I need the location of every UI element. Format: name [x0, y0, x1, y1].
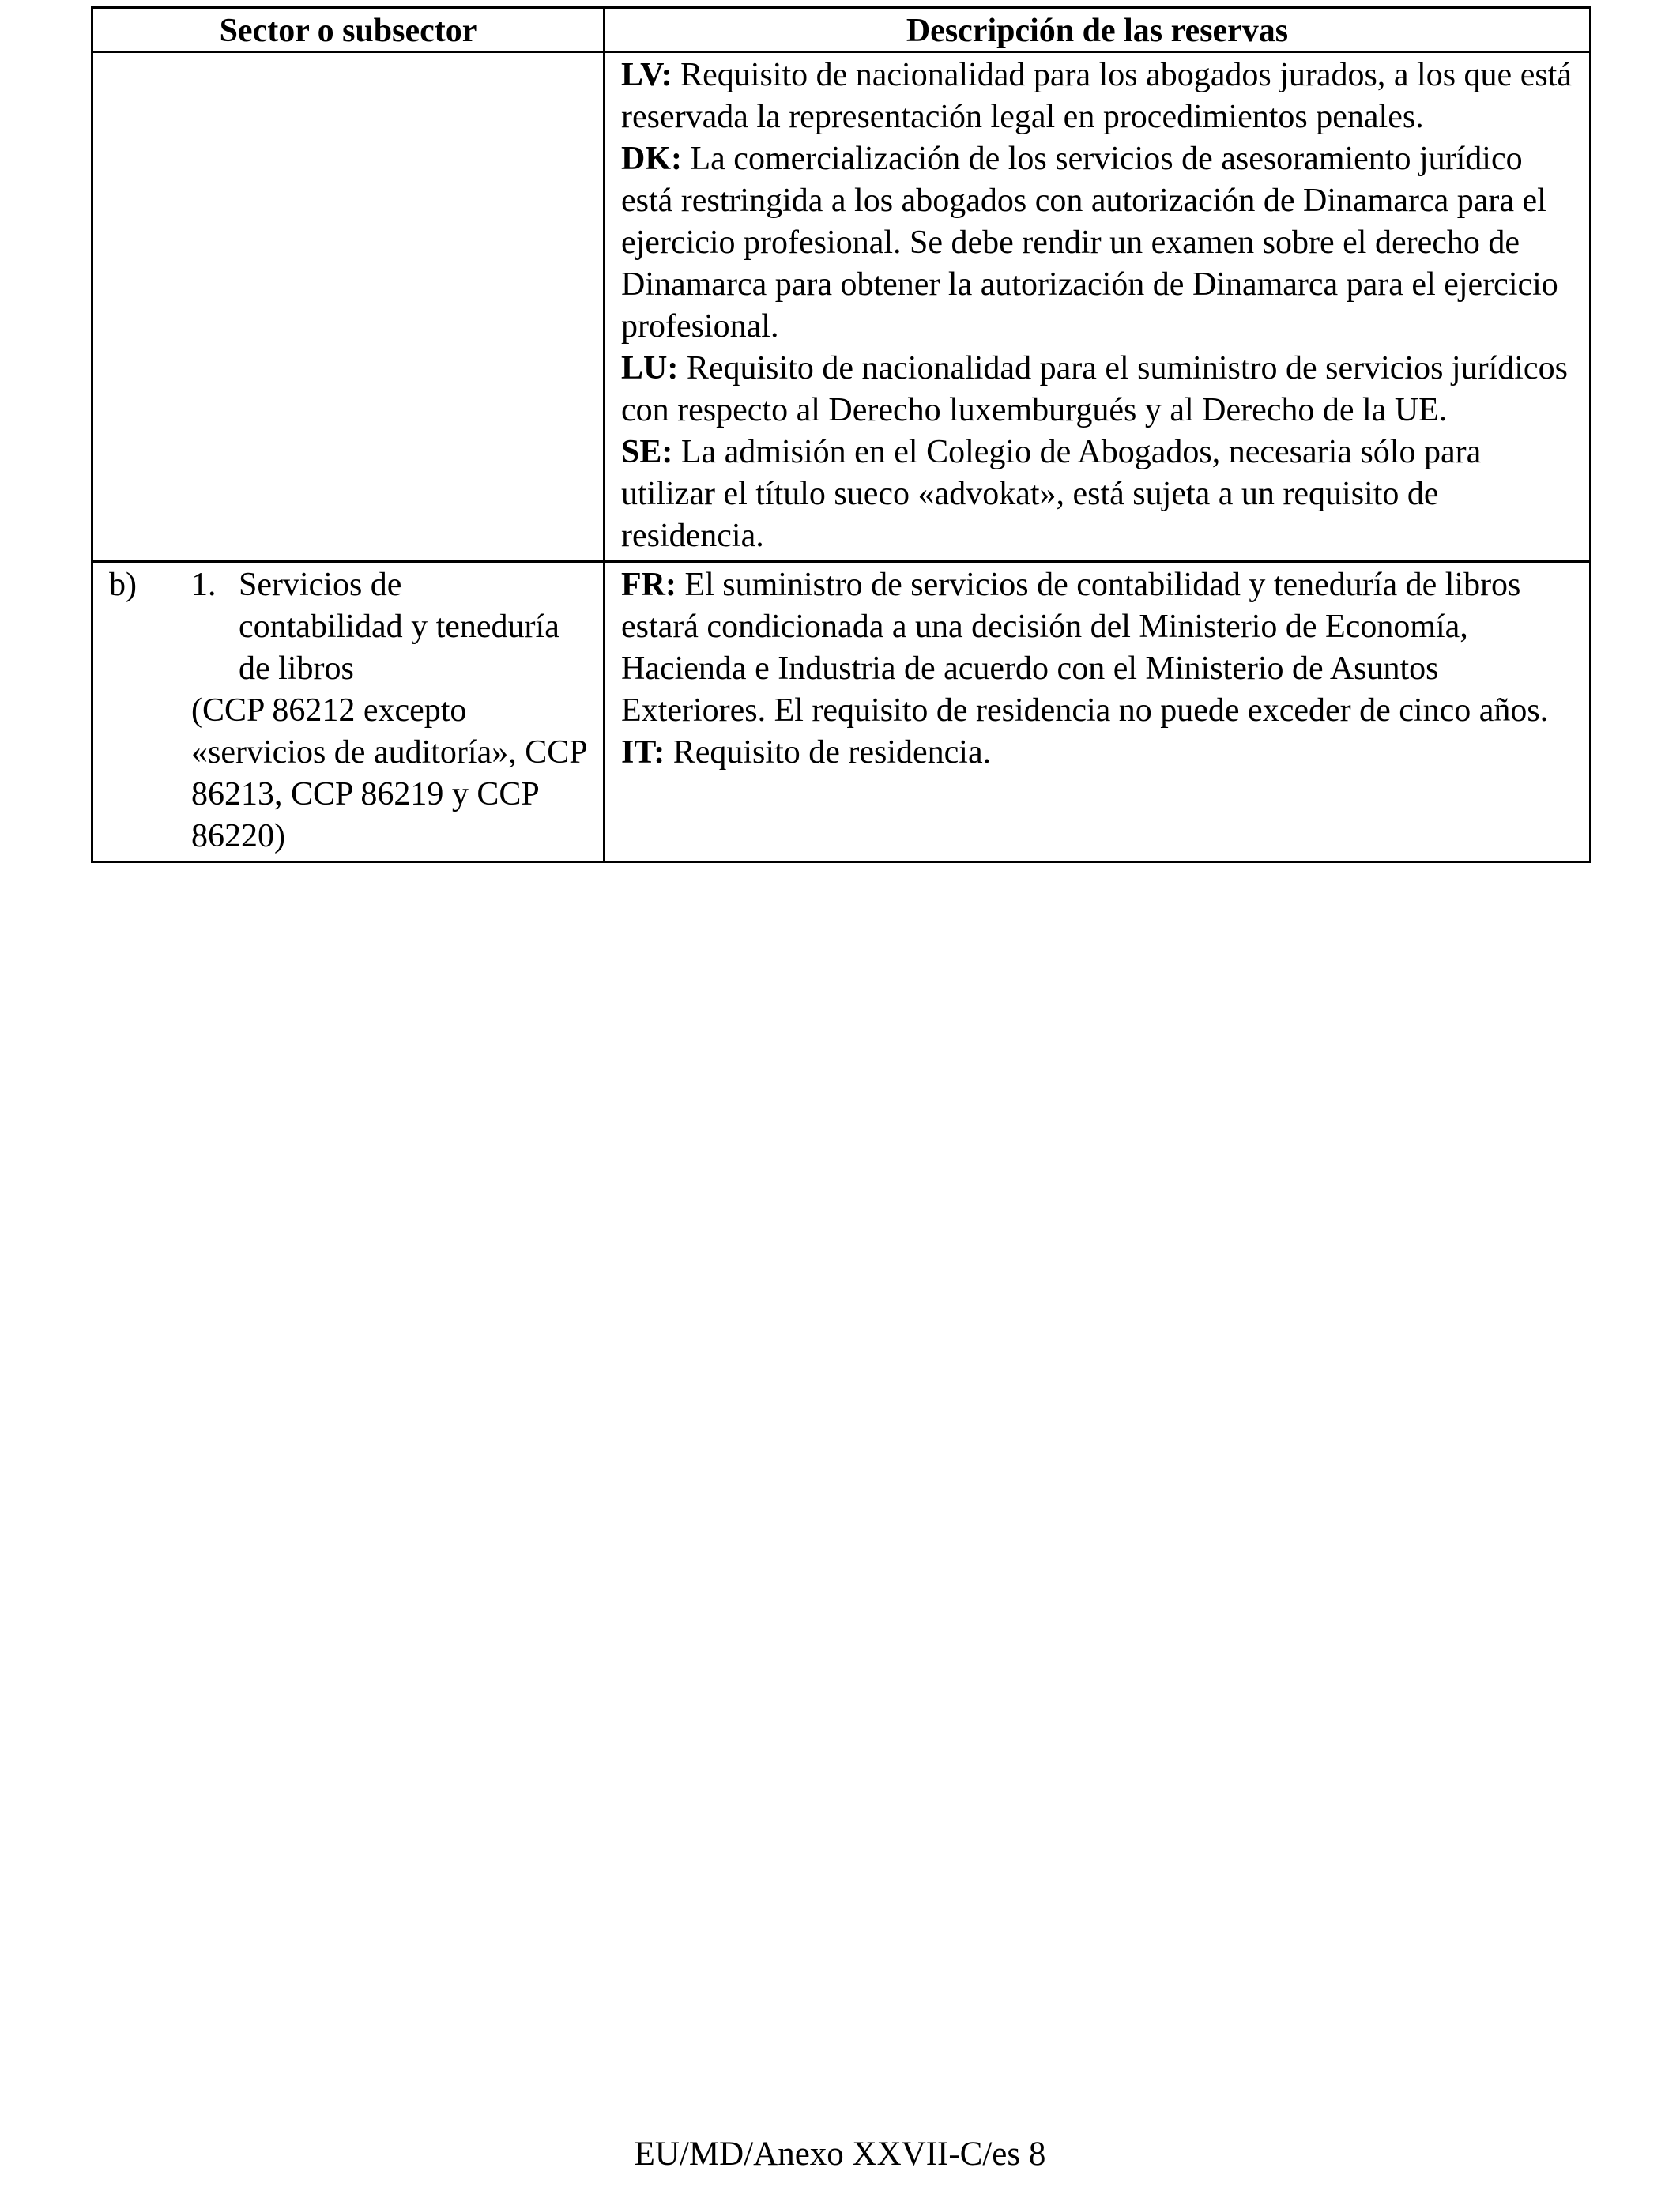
reservation-text: La comercialización de los servicios de asesoramiento jurídico está restringida a los abogados con autorización de Dinamarca para el ejercicio profesional. Se debe rendir un examen sobre el derecho de Dinamarca para obtener la autorización de Dinamarca para el ejercicio profesional.: [621, 141, 1558, 345]
reservation-entry-se: [621, 432, 1578, 557]
reservation-entry-dk: [621, 138, 1578, 348]
country-code: IT:: [621, 734, 665, 771]
page-footer: EU/MD/Anexo XXVII-C/es 8: [634, 2136, 1046, 2173]
sector-cell-empty: [92, 52, 605, 562]
reservation-entry-lu: [621, 348, 1578, 432]
reservations-table: [91, 6, 1591, 863]
sector-heading: [109, 564, 592, 690]
table-row: [92, 52, 1591, 562]
sector-name: Servicios de contabilidad y teneduría de libros: [239, 567, 559, 687]
country-code: LV:: [621, 57, 672, 93]
reservation-text: Requisito de nacionalidad para los abogados jurados, a los que está reservada la representación legal en procedimientos penales.: [621, 57, 1572, 135]
reservation-text: Requisito de residencia.: [665, 734, 992, 771]
country-code: LU:: [621, 350, 679, 386]
reservation-entry-lv: [621, 55, 1578, 138]
sector-number: 1.: [191, 567, 217, 603]
country-code: FR:: [621, 567, 676, 603]
reservation-text: El suministro de servicios de contabilidad y teneduría de libros estará condicionada a una decisión del Ministerio de Economía, Hacienda e Industria de acuerdo con el Ministerio de Asuntos Exteriores. El requisito de residencia no puede exceder de cinco años.: [621, 567, 1549, 729]
header-sector: Sector o subsector: [92, 8, 605, 52]
table-row: [92, 562, 1591, 862]
description-cell: [605, 562, 1591, 862]
reservation-text: Requisito de nacionalidad para el suministro de servicios jurídicos con respecto al Derecho luxemburgués y al Derecho de la UE.: [621, 350, 1568, 428]
country-code: DK:: [621, 141, 682, 177]
sector-codes: (CCP 86212 excepto «servicios de auditoría», CCP 86213, CCP 86219 y CCP 86220): [191, 692, 587, 854]
table-header-row: [92, 8, 1591, 52]
reservation-entry-fr: [621, 564, 1578, 732]
description-cell: [605, 52, 1591, 562]
country-code: SE:: [621, 434, 673, 470]
reservation-entry-it: [621, 732, 1578, 774]
reservations-table-container: [91, 6, 1589, 863]
reservation-text: La admisión en el Colegio de Abogados, necesaria sólo para utilizar el título sueco «advokat», está sujeta a un requisito de residencia.: [621, 434, 1482, 554]
sector-letter: b): [109, 567, 137, 603]
header-description: Descripción de las reservas: [605, 8, 1591, 52]
sector-cell: [92, 562, 605, 862]
